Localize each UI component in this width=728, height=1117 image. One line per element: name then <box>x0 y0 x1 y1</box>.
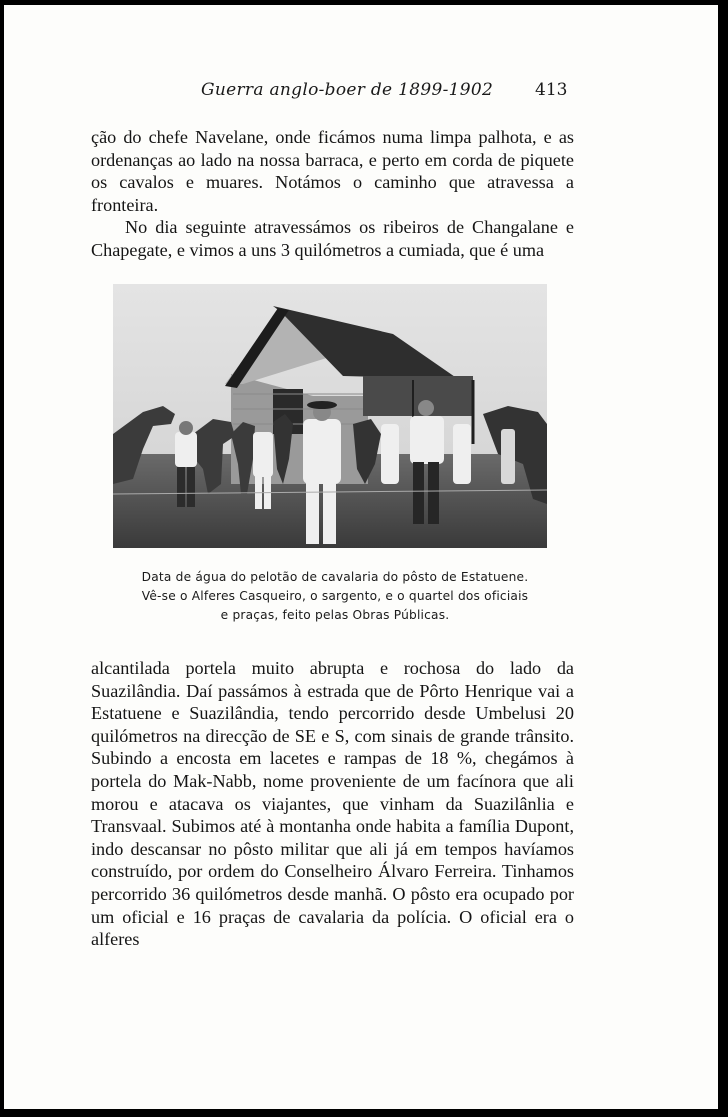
caption-line-2: Vê-se o Alferes Casqueiro, o sargento, e o quartel dos oficiais <box>141 589 529 603</box>
paragraph-next-day: No dia seguinte atravessámos os ribeiros de Changalane e Chapegate, e vimos a uns 3 quilómetros a cumiada, que é uma <box>91 217 574 260</box>
page-number: 413 <box>535 80 568 100</box>
veranda <box>363 376 473 416</box>
photograph-cavalry-post <box>113 284 547 548</box>
running-title: Guerra anglo-boer de 1899-1902 <box>201 80 494 100</box>
paragraph-portela: alcantilada portela muito abrupta e rochosa do lado da Suazilândia. Daí passámos à estrada que de Pôrto Henrique vai a Estatuene e Suazilândia, tendo percorrido desde Umbelusi 20 quilómetros na direcção de SE e S, com sinais de grande trânsito. Subindo a encosta em lacetes e rampas de 18 %, chegámos à portela do Mak-Nabb, nome proveniente de um facínora que ali morou e atacava os viajantes, que vinham da Suazilânlia e Transvaal. Subimos até à montanha onde habita a família Dupont, indo descansar no pôsto militar que ali já em tempos havíamos construído, por ordem do Conselheiro Álvaro Ferreira. Tinhamos percorrido 36 quilómetros desde manhã. O pôsto era ocupado por um oficial e 16 praças de cavalaria da polícia. O oficial era o alferes <box>91 658 574 950</box>
soldier-left <box>175 432 197 467</box>
caption-line-1: Data de água do pelotão de cavalaria do pôsto de Estatuene. <box>141 570 529 584</box>
sergeant-right <box>410 416 444 464</box>
text-block-bottom <box>91 657 574 951</box>
text-block-top <box>91 126 574 262</box>
caption-line-3: e praças, feito pelas Obras Públicas. <box>220 608 450 622</box>
book-page <box>4 5 718 1109</box>
figure-caption <box>100 568 570 625</box>
page-header <box>4 80 718 104</box>
paragraph-continued: ção do chefe Navelane, onde ficámos numa limpa palhota, e as ordenanças ao lado na nossa barraca, e perto em corda de piquete os cavalos e muares. Notámos o caminho que atravessa a fronteira. <box>91 127 574 215</box>
officer-center <box>303 419 341 484</box>
